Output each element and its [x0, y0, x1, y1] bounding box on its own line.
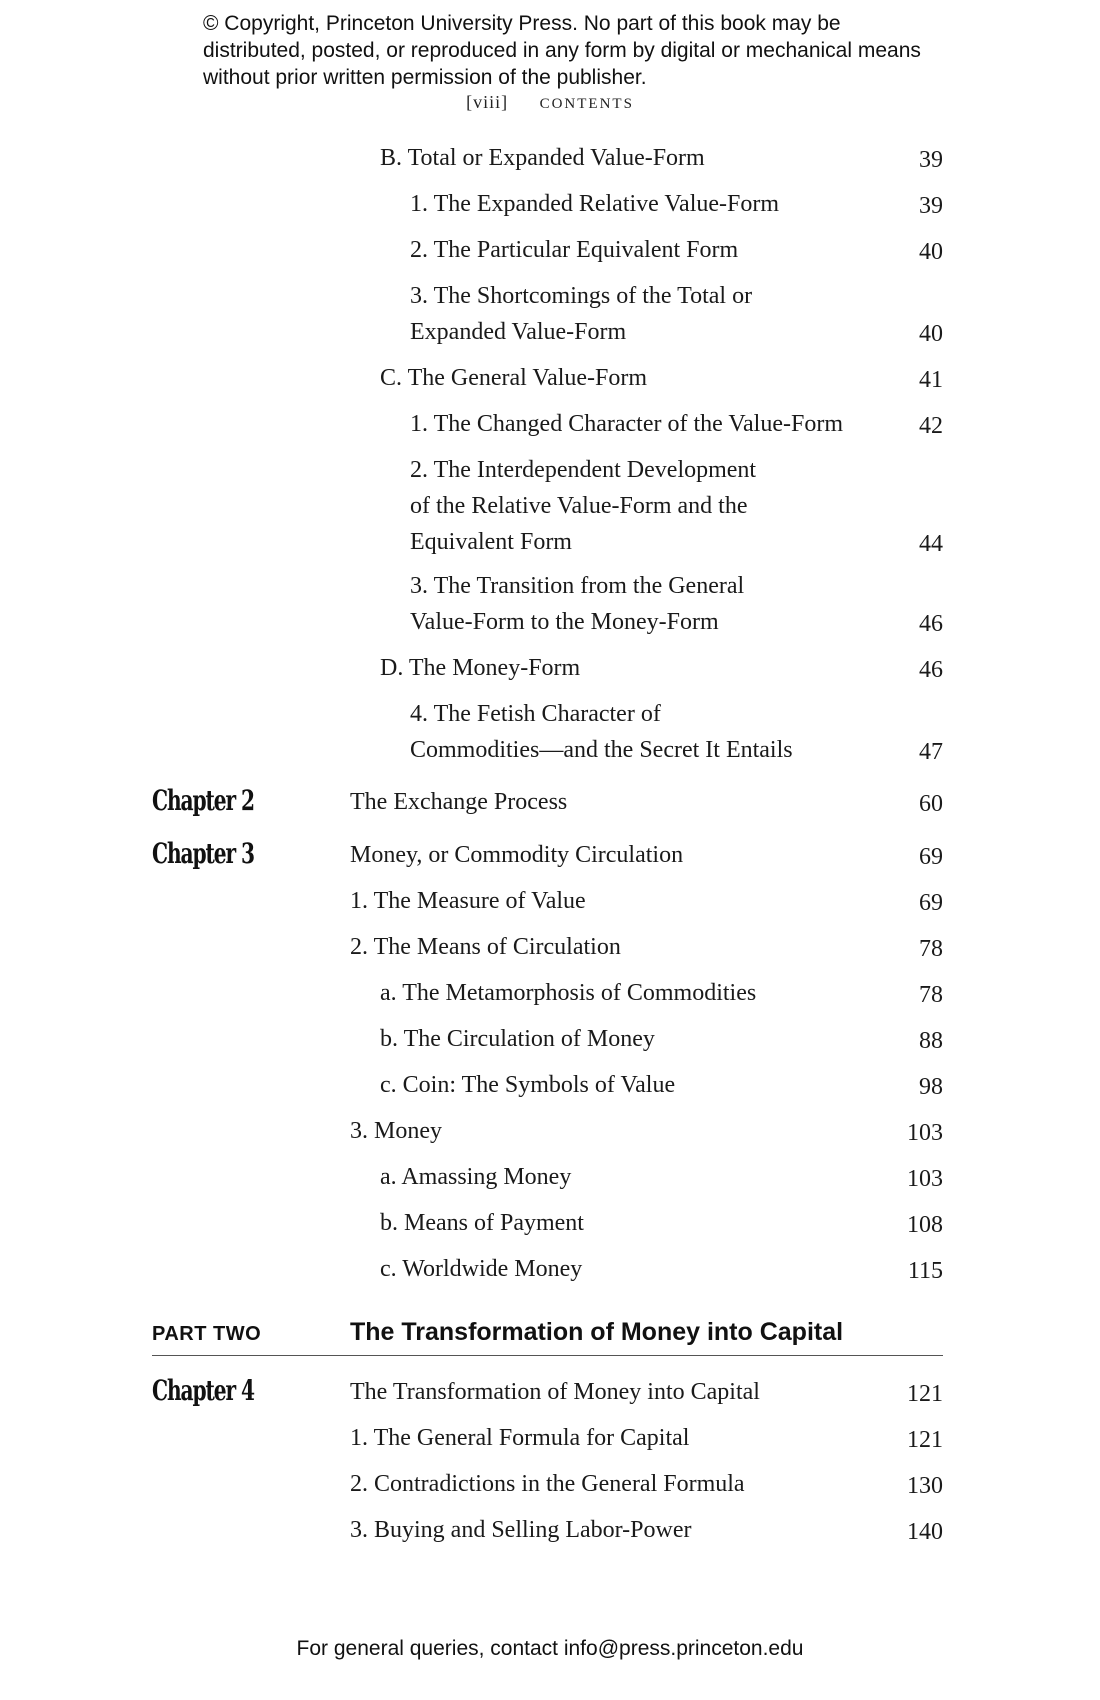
toc-entry-title: 2. The Interdependent Development	[410, 457, 757, 483]
part-divider	[152, 1355, 943, 1356]
toc-entry-title: Expanded Value-Form	[410, 319, 627, 345]
chapter-label: Chapter 4	[152, 1374, 254, 1407]
page-number-label: [viii]	[466, 92, 509, 112]
toc-entry-title: c. Coin: The Symbols of Value	[380, 1072, 676, 1098]
toc-page-number: 41	[919, 367, 943, 393]
toc-entry-title: 3. The Transition from the General	[410, 573, 745, 599]
toc-page-number: 69	[919, 890, 943, 916]
toc-entry-title: 1. The General Formula for Capital	[350, 1425, 690, 1451]
toc-entry-title: a. The Metamorphosis of Commodities	[380, 980, 757, 1006]
toc-page-number: 78	[919, 936, 943, 962]
toc-entry-title: C. The General Value-Form	[380, 365, 648, 391]
toc-entry-title: 1. The Expanded Relative Value-Form	[410, 191, 780, 217]
toc-page-number: 46	[919, 611, 943, 637]
toc-page-number: 88	[919, 1028, 943, 1054]
toc-entry-title: 3. Buying and Selling Labor-Power	[350, 1517, 692, 1543]
toc-entry-title: 1. The Measure of Value	[350, 888, 586, 914]
running-head	[0, 92, 1100, 113]
toc-page-number: 40	[919, 239, 943, 265]
part-title: The Transformation of Money into Capital	[350, 1318, 844, 1346]
toc-page-number: 44	[919, 531, 943, 557]
chapter-label: Chapter 2	[152, 784, 254, 817]
toc-entry-title: of the Relative Value-Form and the	[410, 493, 748, 519]
toc-page-number: 39	[919, 193, 943, 219]
toc-page-number: 47	[919, 739, 943, 765]
chapter-label: Chapter 3	[152, 837, 254, 870]
toc-page-number: 40	[919, 321, 943, 347]
toc-entry-title: 3. The Shortcomings of the Total or	[410, 283, 753, 309]
copyright-notice: © Copyright, Princeton University Press. No part of this book may be distributed, posted, or reproduced in any form by digital or mechanical means without prior written permission of the publisher.	[203, 12, 921, 89]
toc-entry-title: 1. The Changed Character of the Value-Form	[410, 411, 843, 437]
toc-entry-title: Equivalent Form	[410, 529, 572, 555]
toc-page-number: 121	[907, 1381, 943, 1407]
toc-entry-title: 4. The Fetish Character of	[410, 701, 661, 727]
toc-page-number: 46	[919, 657, 943, 683]
toc-entry-title: D. The Money-Form	[380, 655, 581, 681]
footer-contact: For general queries, contact info@press.princeton.edu	[296, 1637, 804, 1660]
toc-entry-title: The Transformation of Money into Capital	[350, 1379, 760, 1405]
toc-entry-title: 2. The Particular Equivalent Form	[410, 237, 739, 263]
toc-page-number: 115	[907, 1258, 943, 1284]
toc-page-number: 42	[919, 413, 943, 439]
toc-page-number: 39	[919, 147, 943, 173]
toc-page-number: 78	[919, 982, 943, 1008]
toc-entry-title: c. Worldwide Money	[380, 1256, 583, 1282]
toc-entry-title: 3. Money	[350, 1118, 442, 1144]
toc-entry-title: The Exchange Process	[350, 789, 568, 815]
toc-entry-title: a. Amassing Money	[380, 1164, 572, 1190]
toc-page-number: 140	[907, 1519, 943, 1545]
toc-entry-title: 2. The Means of Circulation	[350, 934, 621, 960]
toc-page-number: 103	[907, 1120, 943, 1146]
toc-page-number: 121	[907, 1427, 943, 1453]
toc-entry-title: Commodities—and the Secret It Entails	[410, 737, 793, 763]
part-label: PART TWO	[152, 1323, 262, 1345]
toc-page-number: 108	[907, 1212, 943, 1238]
toc-page-number: 69	[919, 844, 943, 870]
section-label: CONTENTS	[539, 96, 634, 112]
toc-page-number: 130	[907, 1473, 943, 1499]
toc-page-number: 98	[919, 1074, 943, 1100]
toc-entry-title: B. Total or Expanded Value-Form	[380, 145, 705, 171]
toc-page-number: 60	[919, 791, 943, 817]
toc-page-number: 103	[907, 1166, 943, 1192]
toc-entry-title: Value-Form to the Money-Form	[410, 609, 719, 635]
toc-entry-title: Money, or Commodity Circulation	[350, 842, 684, 868]
toc-entry-title: b. Means of Payment	[380, 1210, 584, 1236]
toc-entry-title: 2. Contradictions in the General Formula	[350, 1471, 745, 1497]
toc-entry-title: b. The Circulation of Money	[380, 1026, 655, 1052]
